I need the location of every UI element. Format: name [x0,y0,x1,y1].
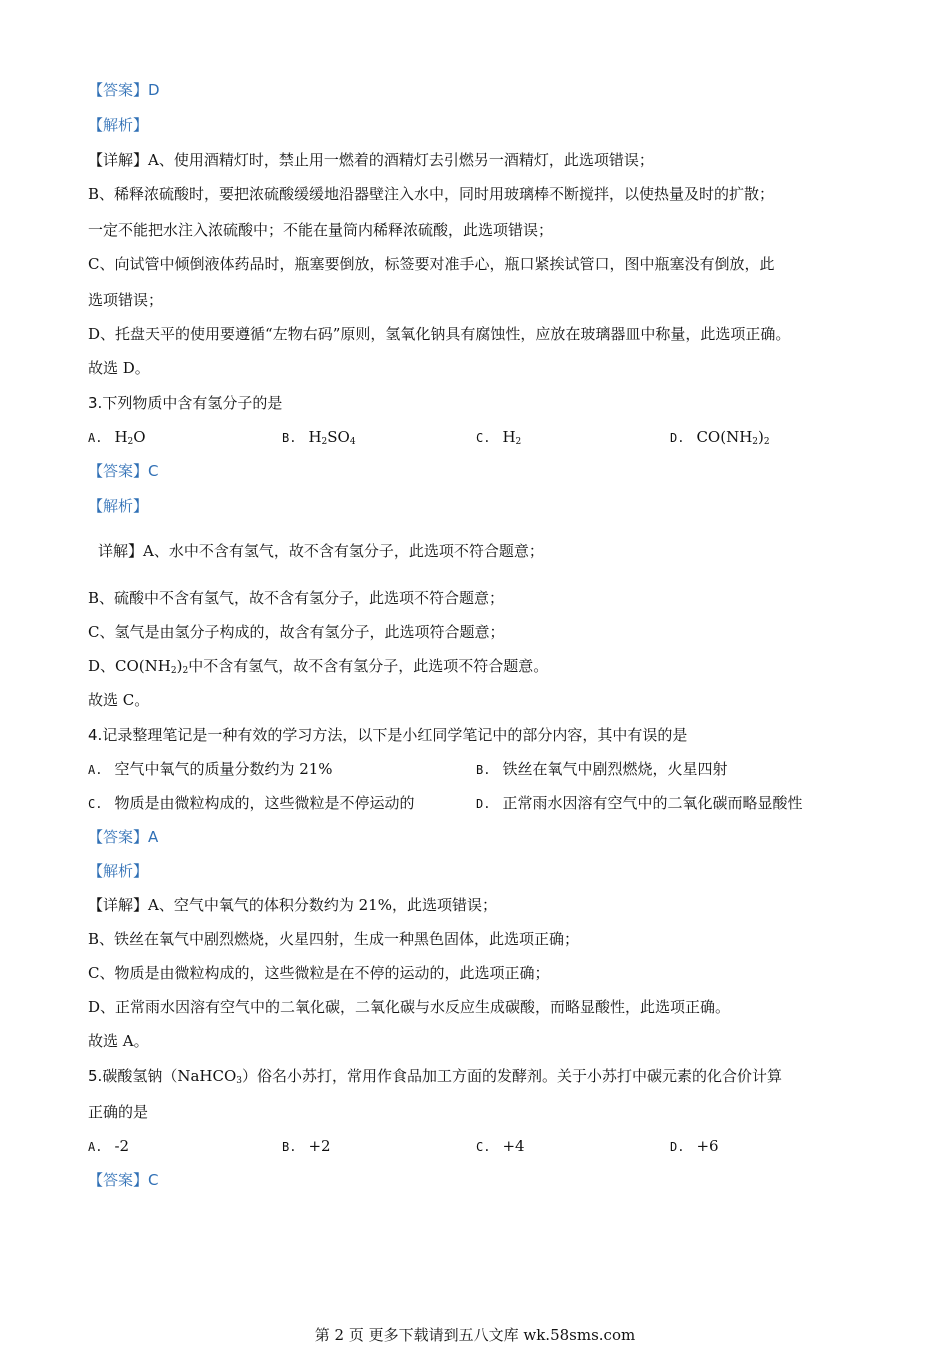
answer-value: A [148,828,159,846]
question-5-stem-cont: 正确的是 [88,1103,149,1121]
detail-line: 选项错误； [88,291,164,309]
detail-line: D、$CO(NH_2)_2$中不含有氢气，故不含有氢分子，此选项不符合题意。 [88,657,549,676]
conclusion-line: 故选 D。 [88,359,150,377]
answer-line [88,80,160,100]
detail-line: 一定不能把水注入浓硫酸中；不能在量筒内稀释浓硫酸，此选项错误； [88,221,554,239]
option-d: D. +6 [670,1137,719,1155]
analysis-label: 【解析】 [88,862,149,880]
answer-value: C [148,462,159,480]
answer-line [88,1170,159,1190]
option-a: A. $H_2O$ [88,428,146,447]
detail-line: 详解】A、水中不含有氢气，故不含有氢分子，此选项不符合题意； [98,542,544,560]
option-a: A. -2 [88,1137,130,1155]
detail-line: 【详解】A、空气中氧气的体积分数约为 21%，此选项错误； [88,896,497,914]
question-text: 记录整理笔记是一种有效的学习方法，以下是小红同学笔记中的部分内容，其中有误的是 [102,726,688,744]
detail-line: B、硫酸中不含有氢气，故不含有氢分子，此选项不符合题意； [88,589,505,607]
option-b: B. 铁丝在氧气中剧烈燃烧，火星四射 [476,760,728,778]
option-d: D. 正常雨水因溶有空气中的二氧化碳而略显酸性 [476,794,803,812]
detail-line: B、铁丝在氧气中剧烈燃烧，火星四射，生成一种黑色固体，此选项正确； [88,930,580,948]
analysis-label: 【解析】 [88,497,149,515]
question-number: 3. [88,394,103,412]
question-4-stem [88,725,687,745]
answer-value: C [148,1171,159,1189]
conclusion-line: 故选 A。 [88,1032,149,1050]
detail-line: D、托盘天平的使用要遵循“左物右码”原则，氢氧化钠具有腐蚀性，应放在玻璃器皿中称量，此选项正确。 [88,325,791,343]
question-number: 4. [88,726,103,744]
analysis-label: 【解析】 [88,116,149,134]
option-c: C. $H_2$ [476,428,522,447]
question-5-stem: 5.碳酸氢钠（NaHCO$_3$）俗名小苏打，常用作食品加工方面的发酵剂。关于小苏打中碳元素的化合价计算 [88,1067,782,1086]
option-b: B. $H_2SO_4$ [282,428,356,447]
answer-label: 【答案】 [88,462,149,480]
question-number: 5. [88,1067,103,1085]
page-footer: 第 2 页 更多下载请到五八文库 wk.58sms.com [314,1326,636,1344]
detail-line: 【详解】A、使用酒精灯时，禁止用一燃着的酒精灯去引燃另一酒精灯，此选项错误； [88,151,654,169]
detail-line: D、正常雨水因溶有空气中的二氧化碳，二氧化碳与水反应生成碳酸，而略显酸性，此选项正确。 [88,998,731,1016]
question-3-stem [88,393,282,413]
answer-line [88,461,159,481]
option-a: A. 空气中氧气的质量分数约为 21% [88,760,333,778]
question-text: 下列物质中含有氢分子的是 [102,394,283,412]
option-b: B. +2 [282,1137,331,1155]
detail-line: C、氢气是由氢分子构成的，故含有氢分子，此选项符合题意； [88,623,505,641]
answer-label: 【答案】 [88,828,149,846]
detail-line: C、向试管中倾倒液体药品时，瓶塞要倒放，标签要对准手心，瓶口紧挨试管口，图中瓶塞没有倒放，此 [88,255,775,273]
detail-line: C、物质是由微粒构成的，这些微粒是在不停的运动的，此选项正确； [88,964,550,982]
answer-value: D [148,81,160,99]
answer-label: 【答案】 [88,81,149,99]
option-c: C. +4 [476,1137,525,1155]
answer-line [88,827,158,847]
conclusion-line: 故选 C。 [88,691,150,709]
answer-label: 【答案】 [88,1171,149,1189]
option-c: C. 物质是由微粒构成的，这些微粒是不停运动的 [88,794,415,812]
detail-line: B、稀释浓硫酸时，要把浓硫酸缓缓地沿器壁注入水中，同时用玻璃棒不断搅拌，以使热量及时的扩散； [88,185,775,203]
option-d: D. $CO(NH_2)_2$ [670,428,770,447]
